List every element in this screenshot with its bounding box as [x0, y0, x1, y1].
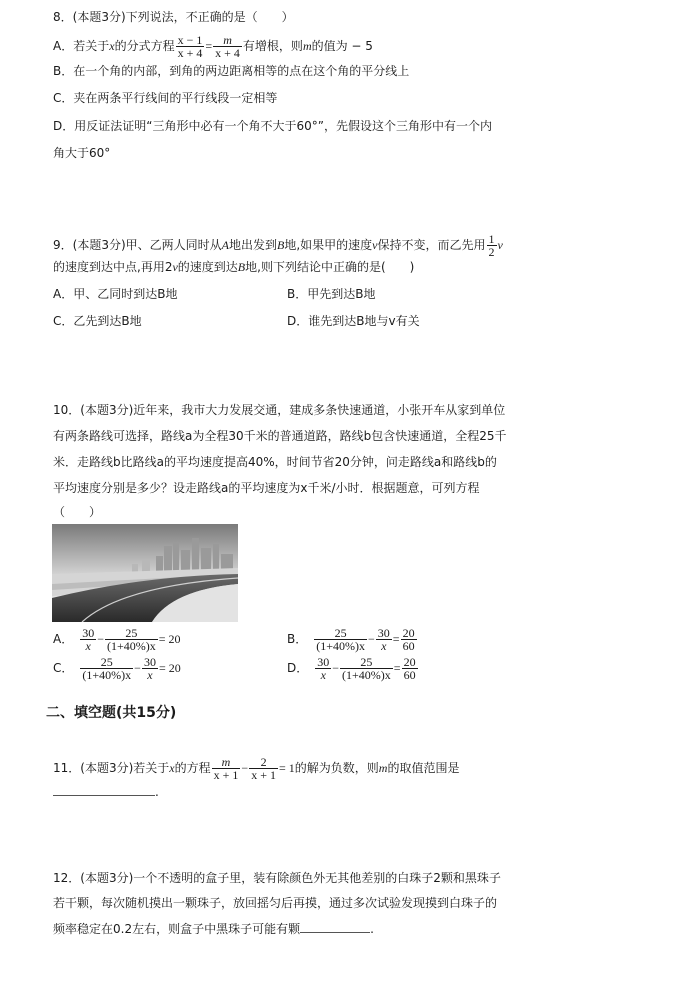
q8-option-b: B．在一个角的内部，到角的两边距离相等的点在这个角的平分线上	[53, 64, 410, 78]
q12-line1: 12．(本题3分)一个不透明的盒子里，装有除颜色外无其他差别的白珠子2颗和黑珠子	[53, 871, 501, 885]
highway-city-photo	[52, 524, 238, 622]
text: 的取值范围是	[387, 761, 460, 775]
fraction	[314, 627, 367, 652]
numerator: 30	[82, 626, 95, 640]
numerator: 30	[317, 655, 330, 669]
var-v: v	[372, 238, 378, 252]
denominator: 60	[403, 668, 416, 682]
option-label: C．	[53, 661, 74, 675]
denominator: x + 4	[215, 46, 240, 60]
denominator: (1+40%)x	[342, 668, 391, 682]
fraction	[401, 627, 417, 652]
q8-option-a	[53, 34, 373, 59]
q9-line1	[53, 233, 503, 258]
text: 有增根，则	[242, 39, 303, 53]
numerator: 25	[80, 656, 133, 669]
fraction	[105, 627, 158, 652]
q8-option-d-line2: 角大于60°	[53, 146, 111, 160]
text: 的值为 − 5	[311, 39, 373, 53]
fraction	[315, 656, 331, 681]
numerator: 25	[340, 656, 393, 669]
text: 的速度到达	[177, 260, 238, 274]
text: 若关于	[73, 39, 110, 53]
q9-option-b: B．甲先到达B地	[287, 287, 376, 301]
q11-line1	[53, 756, 459, 781]
fraction	[376, 627, 392, 652]
denominator: x + 1	[251, 768, 276, 782]
numerator: x − 1	[177, 33, 203, 47]
var-B: B	[277, 238, 285, 252]
text: 9．(本题3分)甲、乙两人同时从	[53, 238, 222, 252]
option-label: D．	[287, 661, 309, 675]
numerator: 25	[314, 627, 367, 640]
operator: −	[241, 761, 249, 775]
numerator: 1	[488, 232, 495, 246]
denominator: x	[381, 639, 387, 653]
answer-blank[interactable]	[300, 920, 370, 933]
q10-option-a	[53, 627, 181, 652]
operator: −	[134, 661, 141, 675]
denominator: x + 1	[213, 768, 239, 782]
fraction	[340, 656, 393, 681]
q9-option-c: C．乙先到达B地	[53, 314, 142, 328]
q10-option-b	[287, 627, 418, 652]
equals: =	[393, 661, 401, 675]
text: 频率稳定在0.2左右，则盒子中黑珠子可能有颗	[53, 922, 301, 936]
fraction	[80, 656, 133, 681]
denominator: 2	[488, 245, 495, 259]
numerator: 30	[143, 655, 156, 669]
var-v: v	[497, 238, 503, 252]
numerator: m	[212, 756, 241, 769]
rhs: = 20	[158, 632, 181, 646]
text: 的方程	[174, 761, 211, 775]
q9-option-d: D．谁先到达B地与v有关	[287, 314, 420, 328]
var-x: x	[109, 39, 115, 53]
q10-option-c	[53, 656, 181, 681]
equals: = 1	[278, 761, 295, 775]
denominator: (1+40%)x	[82, 668, 132, 682]
numerator: 30	[377, 626, 390, 640]
q10-line1: 10．(本题3分)近年来，我市大力发展交通，建成多条快速通道，小张开车从家到单位	[53, 403, 506, 417]
option-label: B．	[287, 632, 308, 646]
text: 的解为负数，则	[294, 761, 379, 775]
text: 地,则下列结论中正确的是( )	[245, 260, 415, 274]
denominator: 60	[402, 639, 415, 653]
q9-option-a: A．甲、乙同时到达B地	[53, 287, 178, 301]
fraction	[213, 34, 242, 59]
denominator: (1+40%)x	[316, 639, 365, 653]
fraction	[176, 34, 205, 59]
text: 的速度到达中点,再用2	[53, 260, 173, 274]
rhs: = 20	[158, 661, 181, 675]
section-title: 二、填空题(共15分)	[46, 705, 177, 721]
fraction	[142, 656, 158, 681]
var-m: m	[302, 39, 312, 53]
q9-line2	[53, 259, 414, 275]
q10-line4: 平均速度分别是多少？设走路线a的平均速度为x千米/小时．根据题意，可列方程	[53, 481, 480, 495]
var-m: m	[378, 761, 388, 775]
option-label: A．	[53, 632, 74, 646]
var-B: B	[237, 260, 246, 274]
var-A: A	[221, 238, 229, 252]
denominator: (1+40%)x	[107, 639, 156, 653]
equals: =	[205, 39, 213, 53]
fraction	[249, 756, 278, 781]
text: 地出发到	[228, 238, 277, 252]
text: 地,如果甲的速度	[284, 238, 373, 252]
numerator: 25	[105, 627, 158, 640]
highway-city-image	[52, 524, 238, 622]
denominator: x	[85, 639, 91, 653]
numerator: 2	[249, 756, 278, 769]
denominator: x	[147, 668, 153, 682]
text: 保持不变，而乙先用	[377, 238, 486, 252]
period: .	[155, 785, 159, 799]
q10-option-d	[287, 656, 419, 681]
option-label: A．	[53, 39, 74, 53]
period: .	[370, 922, 374, 936]
fraction	[402, 656, 418, 681]
text: 11．(本题3分)若关于	[53, 761, 170, 775]
q10-line3: 米．走路线b比路线a的平均速度提高40%，时间节省20分钟，问走路线a和路线b的	[53, 455, 497, 469]
denominator: x + 4	[177, 46, 203, 60]
fraction-half	[487, 233, 497, 258]
q12-line2: 若干颗，每次随机摸出一颗珠子，放回摇匀后再摸，通过多次试验发现摸到白珠子的	[53, 896, 498, 910]
operator: −	[332, 661, 340, 675]
var-v: v	[172, 260, 178, 274]
operator: −	[368, 632, 375, 646]
q11-answer-line	[53, 783, 159, 800]
denominator: x	[320, 668, 326, 682]
q8-stem: 8．(本题3分)下列说法，不正确的是（ ）	[53, 10, 294, 24]
q8-option-c: C．夹在两条平行线间的平行线段一定相等	[53, 91, 278, 105]
var-x: x	[169, 761, 175, 775]
answer-blank[interactable]	[53, 783, 155, 796]
q10-line5: （ ）	[53, 505, 102, 519]
fraction	[80, 627, 96, 652]
q8-option-d-line1: D．用反证法证明“三角形中必有一个角不大于60°”，先假设这个三角形中有一个内	[53, 119, 492, 133]
text: 的分式方程	[114, 39, 175, 53]
operator: −	[97, 632, 104, 646]
equals: =	[392, 632, 400, 646]
q12-line3	[53, 920, 374, 937]
numerator: m	[213, 34, 242, 47]
q10-line2: 有两条路线可选择，路线a为全程30千米的普通道路，路线b包含快速通道，全程25千	[53, 429, 507, 443]
numerator: 20	[402, 626, 415, 640]
numerator: 20	[403, 655, 416, 669]
fraction	[212, 756, 241, 781]
